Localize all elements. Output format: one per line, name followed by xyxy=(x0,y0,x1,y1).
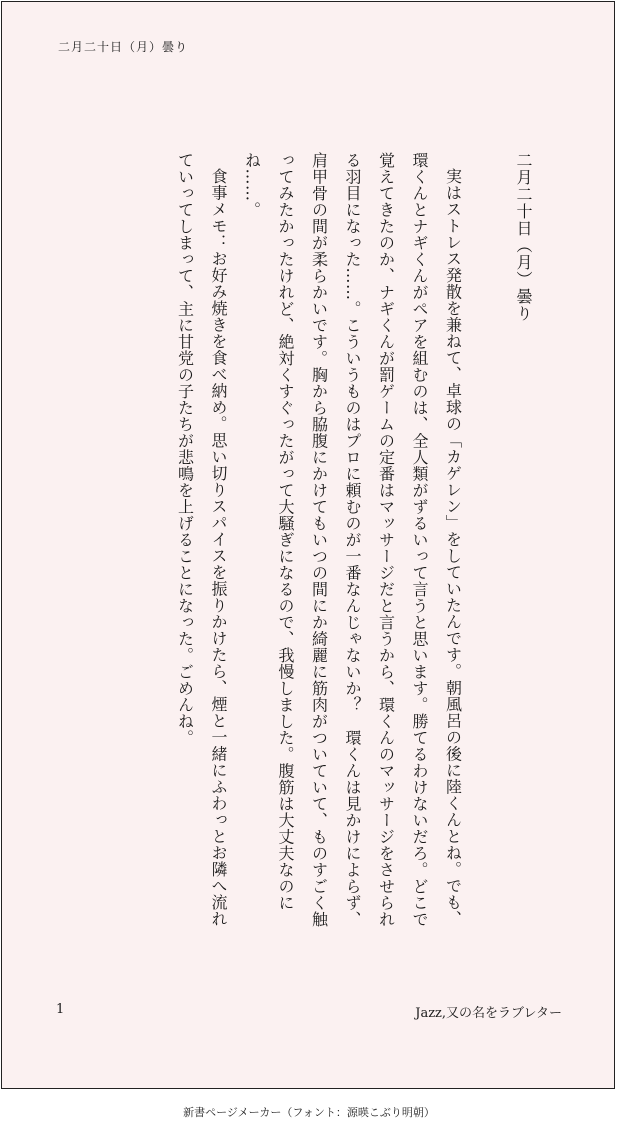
page-number: 1 xyxy=(56,1002,65,1017)
paragraph-1: 実はストレス発散を兼ねて、卓球の「カゲレン」をしていたんです。朝風呂の後に陸くんとね。でも、環くんとナギくんがペアを組むのは、全人類がずるいって言うと思います。勝てるわけないだろ。どこで覚えてきたのか、ナギくんが罰ゲームの定番はマッサージだと言うから、環くんのマッサージをさせられる羽目になった……。こういうものはプロに頼むのが一番なんじゃないか？ 環くんは見かけによらず、肩甲骨の間が柔らかいです。胸から脇腹にかけてもいつの間にか綺麗に筋肉がついていて、ものすごく触ってみたかったけれど、絶対くすぐったがって大騒ぎになるので、我慢しました。腹筋は大丈夫なのにね……。 xyxy=(242,152,463,928)
vertical-body-text xyxy=(140,152,540,942)
book-title: Jazz,又の名をラブレター xyxy=(415,1006,562,1021)
running-header: 二月二十日（月）曇り xyxy=(58,40,189,54)
chapter-title: 二月二十日（月）曇り xyxy=(514,152,533,322)
generator-credit: 新書ページメーカー（フォント：源暎こぶり明朝） xyxy=(183,1106,435,1119)
book-page xyxy=(1,1,615,1089)
paragraph-2: 食事メモ：お好み焼きを食べ納め。思い切りスパイスを振りかけたら、煙と一緒にふわっとお隣へ流れていってしまって、主に甘党の子たちが悲鳴を上げることになった。ごめんね。 xyxy=(175,152,228,927)
